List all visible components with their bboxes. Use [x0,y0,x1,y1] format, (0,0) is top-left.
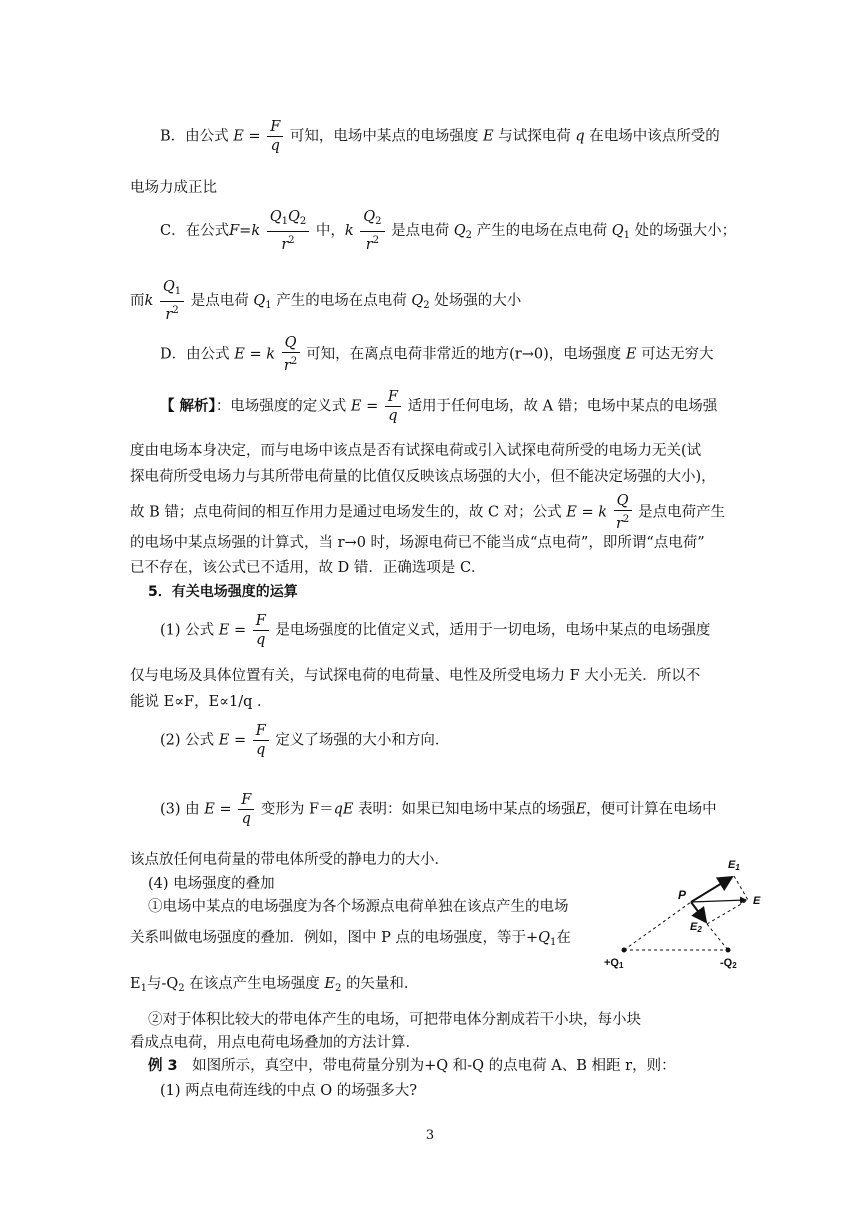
analysis-line4: 故 B 错；点电荷间的相互作用力是通过电场发生的，故 C 对；公式 E = k $\frac{Q}{r^2}$ 是点电荷产生 [130,493,726,532]
section-5-p2: (2) 公式 E = $\frac{F}{q}$ 定义了场强的大小和方向． [160,723,450,758]
analysis-label: 【 解析】 [160,397,216,415]
fraction-q-over-r2: $\frac{Q}{r^2}$ [282,334,300,375]
svg-text:+Q1: +Q1 [604,957,624,970]
fraction-f-over-q: $\frac{F}{q}$ [267,118,283,155]
svg-text:E1: E1 [728,859,740,872]
field-superposition-figure [598,852,764,974]
option-b-text: 可知，电场中某点的电场强度 [289,128,479,145]
option-b-prefix: B．由公式 [160,128,229,145]
section-5-p3-line1: (3) 由 E = $\frac{F}{q}$ 变形为 F＝qE 表明：如果已知电场中某点的场强E，便可计算在电场中 [160,792,717,827]
section-5-title: 5．有关电场强度的运算 [148,584,298,600]
option-b-line2: 电场力成正比 [130,180,217,196]
charge-q2 [726,948,731,953]
fraction-q1q2-over-r2: $\frac{Q_1Q_2}{r^2}$ [267,208,310,254]
option-d: D．由公式 E = k $\frac{Q}{r^2}$ 可知，在离点电荷非常近的地方(r→0)，电场强度 E 可达无穷大 [160,335,714,374]
fraction-q2-over-r2: $\frac{Q_2}{r^2}$ [360,208,384,254]
formula-e: E [233,128,244,145]
section-5-p1-line2: 仅与电场及具体位置有关，与试探电荷的电荷量、电性及所受电场力 F 大小无关．所以不 [130,668,701,684]
example-3-question-1: (1) 两点电荷连线的中点 O 的场强多大? [160,1083,418,1099]
vector-e [691,900,746,902]
svg-text:-Q2: -Q2 [720,957,737,970]
page-number: 3 [425,1128,435,1143]
section-5-p4-b2: 看成点电荷，用点电荷电场叠加的方法计算． [130,1035,420,1051]
label-e: E [753,895,761,907]
section-5-p4-b1: ②对于体积比较大的带电体产生的电场，可把带电体分割成若干小块，每小块 [148,1012,641,1028]
example-3: 例 3 如图所示，真空中，带电荷量分别为+Q 和-Q 的点电荷 A、B 相距 r，则： [148,1058,676,1074]
section-5-p3-line2: 该点放任何电荷量的带电体所受的静电力的大小． [130,852,449,868]
section-5-p4-title: (4) 电场强度的叠加 [148,876,275,892]
option-b-line1: B．由公式 E = $\frac{F}{q}$ 可知，电场中某点的电场强度 E 与试探电荷 q 在电场中该点所受的 [160,119,720,154]
vector-e1 [691,877,732,902]
fraction-q1-over-r2: $\frac{Q_1}{r^2}$ [160,278,184,324]
example-3-label: 例 3 [148,1058,178,1074]
section-5-p4-a3: $E_1$与$-Q_2$ 在该点产生电场强度 $E_2$ 的矢量和． [130,976,419,994]
option-c-line2: 而k $\frac{Q_1}{r^2}$ 是点电荷 $Q_1$ 产生的电场在点电荷 $Q_2$ 处场强的大小 [130,279,522,323]
section-5-p4-a2: 关系叫做电场强度的叠加．例如，图中 P 点的电场强度，等于$+Q_1$在 [130,930,571,948]
analysis-line2: 度由电场本身决定，而与电场中该点是否有试探电荷或引入试探电荷所受的电场力无关(试 [130,443,702,459]
svg-text:E2: E2 [690,921,702,934]
analysis-line3: 探电荷所受电场力与其所带电荷量的比值仅反映该点场强的大小，但不能决定场强的大小)， [130,469,716,485]
charge-q1 [622,948,627,953]
section-5-p1-line3: 能说 E∝F，E∝1/q ． [130,694,272,710]
analysis-line1: 【 解析】：电场强度的定义式 E = $\frac{F}{q}$ 适用于任何电场，故 A 错；电场中某点的电场强 [160,389,718,424]
section-5-p1-line1: (1) 公式 E = $\frac{F}{q}$ 是电场强度的比值定义式，适用于一切电场，电场中某点的电场强度 [160,613,711,648]
analysis-line5: 的电场中某点场强的计算式，当 r→0 时，场源电荷已不能当成“点电荷”，即所谓“点电荷” [130,535,705,551]
section-5-p4-a1: ①电场中某点的电场强度为各个场源点电荷单独在该点产生的电场 [148,899,569,915]
vector-e2 [691,902,706,922]
option-c-line1: C．在公式F=k $\frac{Q_1Q_2}{r^2}$ 中，k $\frac{Q_2}{r^2}$ 是点电荷 $Q_2$ 产生的电场在点电荷 $Q_1$ 处的场强大小； [160,209,737,253]
label-p: P [678,888,687,902]
analysis-line6: 已不存在，该公式已不适用，故 D 错．正确选项是 C． [130,560,486,576]
